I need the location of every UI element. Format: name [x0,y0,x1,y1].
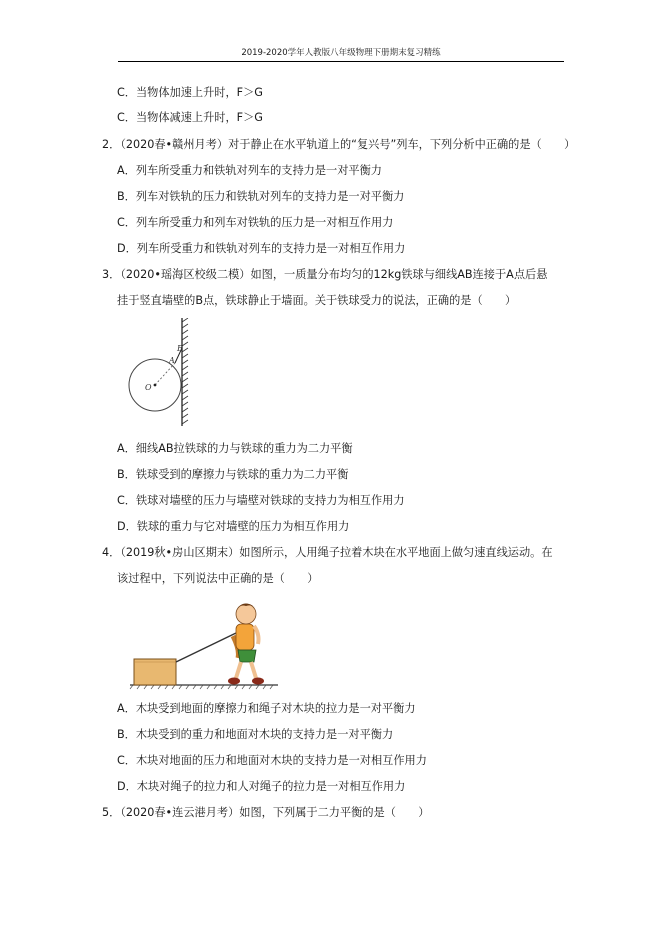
option-line: C．当物体减速上升时，F＞G [117,111,263,124]
iron-ball-figure [125,318,205,428]
question-line-continued: 该过程中，下列说法中正确的是（ ） [117,572,319,585]
boy-pulling-block-figure [128,598,283,690]
option-line: A．木块受到地面的摩擦力和绳子对木块的拉力是一对平衡力 [117,702,416,715]
option-line: A．细线AB拉铁球的力与铁球的重力为二力平衡 [117,442,353,455]
question-line: 3．（2020•瑶海区校级二模）如图，一质量分布均匀的12kg铁球与细线AB连接于A点后悬 [102,268,548,281]
label-a: A [169,356,175,365]
option-line: D．列车所受重力和铁轨对列车的支持力是一对相互作用力 [117,242,406,255]
label-b: B [177,344,183,353]
option-line: C．铁球对墙壁的压力与墙壁对铁球的支持力为相互作用力 [117,494,405,507]
option-line: D．木块对绳子的拉力和人对绳子的拉力是一对相互作用力 [117,780,406,793]
page-header: 2019-2020学年人教版八年级物理下册期末复习精练 [118,47,564,62]
option-line: B．木块受到的重力和地面对木块的支持力是一对平衡力 [117,728,394,741]
option-line: A．列车所受重力和铁轨对列车的支持力是一对平衡力 [117,164,382,177]
option-line: B．铁球受到的摩擦力与铁球的重力为二力平衡 [117,468,349,481]
question-line: 4．（2019秋•房山区期末）如图所示，人用绳子拉着木块在水平地面上做匀速直线运动。在 [102,546,553,559]
option-line: C．木块对地面的压力和地面对木块的支持力是一对相互作用力 [117,754,427,767]
option-line: B．列车对铁轨的压力和铁轨对列车的支持力是一对平衡力 [117,190,405,203]
question-line: 2．（2020春•赣州月考）对于静止在水平轨道上的“复兴号”列车，下列分析中正确的是（ ） [102,138,576,151]
question-line: 5．（2020春•连云港月考）如图，下列属于二力平衡的是（ ） [102,806,430,819]
option-line: C．当物体加速上升时，F＞G [117,86,263,99]
option-line: C．列车所受重力和列车对铁轨的压力是一对相互作用力 [117,216,394,229]
label-o: O [145,383,152,392]
question-line-continued: 挂于竖直墙壁的B点，铁球静止于墙面。关于铁球受力的说法，正确的是（ ） [117,294,517,307]
option-line: D．铁球的重力与它对墙壁的压力为相互作用力 [117,520,350,533]
